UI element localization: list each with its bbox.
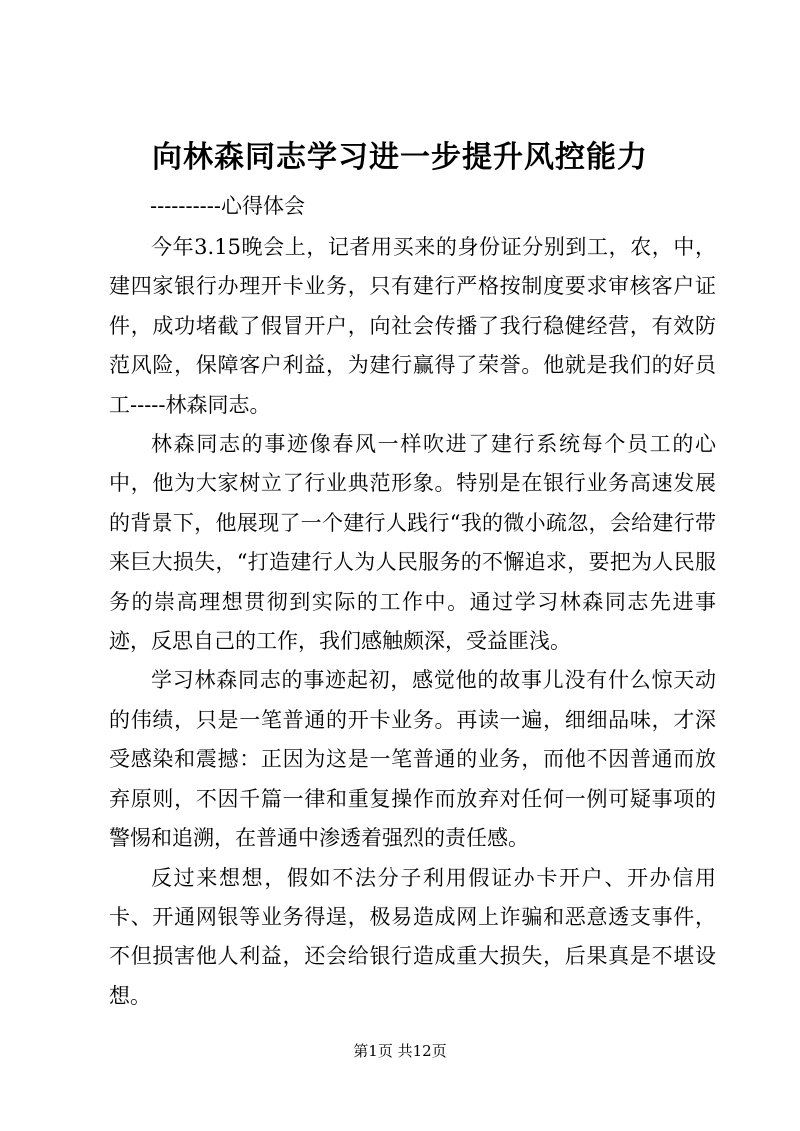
document-title: 向林森同志学习进一步提升风控能力 bbox=[152, 140, 648, 175]
document-body bbox=[109, 228, 716, 1016]
document-subtitle: ----------心得体会 bbox=[150, 194, 305, 218]
paragraph-2: 林森同志的事迹像春风一样吹进了建行系统每个员工的心中，他为大家树立了行业典范形象。特别是在银行业务高速发展的背景下，他展现了一个建行人践行“我的微小疏忽，会给建行带来巨大损失，“打造建行人为人民服务的不懈追求，要把为人民服务的崇高理想贯彻到实际的工作中。通过学习林森同志先进事迹，反思自己的工作，我们感触颇深，受益匪浅。 bbox=[109, 432, 716, 654]
page-number-footer: 第1页 共12页 bbox=[353, 1042, 447, 1060]
paragraph-4: 反过来想想，假如不法分子利用假证办卡开户、开办信用卡、开通网银等业务得逞，极易造成网上诈骗和恶意透支事件，不但损害他人利益，还会给银行造成重大损失，后果真是不堪设想。 bbox=[109, 865, 716, 1008]
paragraph-1: 今年3.15晚会上，记者用买来的身份证分别到工，农，中，建四家银行办理开卡业务，只有建行严格按制度要求审核客户证件，成功堵截了假冒开户，向社会传播了我行稳健经营，有效防范风险，保障客户利益，为建行赢得了荣誉。他就是我们的好员工-----林森同志。 bbox=[109, 235, 716, 417]
paragraph-3: 学习林森同志的事迹起初，感觉他的故事儿没有什么惊天动的伟绩，只是一笔普通的开卡业务。再读一遍，细细品味，才深受感染和震撼：正因为这是一笔普通的业务，而他不因普通而放弃原则，不因千篇一律和重复操作而放弃对任何一例可疑事项的警惕和追溯，在普通中渗透着强烈的责任感。 bbox=[109, 668, 716, 851]
